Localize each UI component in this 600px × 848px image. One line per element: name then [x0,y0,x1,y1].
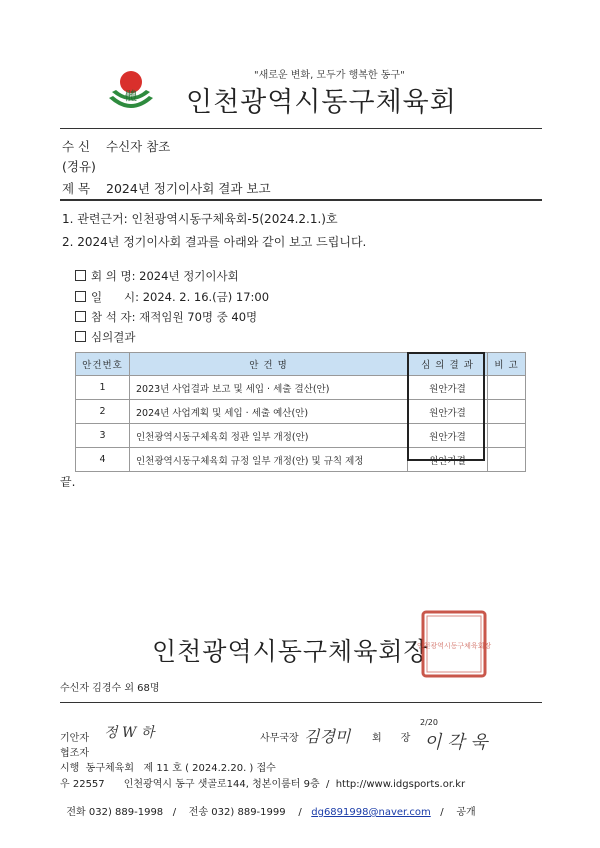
cooperator-label: 협조자 [60,748,89,759]
recipient-row [62,137,170,155]
recipients-list: 수신자 김경수 외 68명 [60,683,160,694]
svg-text:體: 體 [124,89,138,103]
meeting-date-item [75,289,269,305]
recipient-value: 수신자 참조 [106,139,171,154]
header-divider [60,128,542,129]
fax-number: / 전송 032) 889-1999 / [172,807,302,818]
attend-value: 재적임원 70명 중 40명 [139,310,258,324]
chair-signature: 이 각 욱 [424,732,488,753]
official-seal [416,610,492,678]
agenda-name: 인천광역시동구체육회 정관 일부 개정(안) [130,424,408,448]
agenda-number: 3 [76,424,130,448]
phone-number: 전화 032) 889-1998 [66,807,164,818]
disclosure-status: / 공개 [440,807,476,818]
recipient-label: 수 신 [62,139,91,154]
header-agenda-number: 안건번호 [76,353,130,376]
via-row: (경유) [62,159,96,174]
chair-approval-date: 2/20 [420,718,438,727]
slogan: "새로운 변화, 모두가 행복한 동구" [254,70,405,81]
address-line: 우 22557 인천광역시 동구 샛골로144, 청본이룸터 9층 / http://www.idgsports.or.kr [60,779,466,790]
email-link[interactable]: dg6891998@naver.com [311,807,431,818]
enforcement-line: 시행 동구체육회 제 11 호 ( 2024.2.20. ) 접수 [60,763,276,774]
meeting-name-item [75,268,239,284]
agenda-name: 2023년 사업결과 보고 및 세입 · 세출 결산(안) [130,376,408,400]
header-result: 심 의 결 과 [408,353,488,376]
subject-value: 2024년 정기이사회 결과 보고 [106,181,271,196]
agenda-result: 원안가결 [408,448,488,472]
issuer-name: 인천광역시동구체육회장 [152,637,429,666]
agenda-name: 인천광역시동구체육회 규정 일부 개정(안) 및 규칙 제정 [130,448,408,472]
meeting-label: 회 의 명: [91,269,136,283]
checkbox-square-icon [75,311,86,322]
agenda-note [488,376,526,400]
agenda-result: 원안가결 [408,424,488,448]
contact-line [60,792,476,818]
agenda-result: 원안가결 [408,376,488,400]
agenda-note [488,400,526,424]
agenda-note [488,424,526,448]
organization-title: 인천광역시동구체육회 [186,87,457,118]
header-agenda-name: 안 건 명 [130,353,408,376]
end-mark: 끝. [60,475,76,489]
agenda-number: 4 [76,448,130,472]
header-note: 비 고 [488,353,526,376]
footer-divider [60,702,542,703]
chair-label: 회 장 [372,733,411,744]
checkbox-square-icon [75,331,86,342]
checkbox-square-icon [75,291,86,302]
date-value: 2024. 2. 16.(금) 17:00 [142,290,270,304]
drafter-label: 기안자 [60,733,89,744]
checkbox-square-icon [75,270,86,281]
result-column-highlight [407,352,485,461]
agenda-number: 1 [76,376,130,400]
result-heading-item [75,329,135,345]
agenda-result: 원안가결 [408,400,488,424]
attend-label: 참 석 자: [91,310,136,324]
secretary-label: 사무국장 [260,733,299,744]
subject-row [62,179,271,197]
svg-text:인천광역시동구체육회장: 인천광역시동구체육회장 [416,642,492,650]
organization-logo [106,68,156,114]
subject-label: 제 목 [62,181,91,196]
date-label: 일 시: [91,290,140,304]
meeting-value: 2024년 정기이사회 [139,269,239,283]
subject-divider [60,199,542,201]
attendees-item [75,309,257,325]
secretary-signature: 김경미 [304,727,351,746]
agenda-note [488,448,526,472]
result-label: 심의결과 [91,330,136,344]
agenda-number: 2 [76,400,130,424]
body-line-1: 1. 관련근거: 인천광역시동구체육회-5(2024.2.1.)호 [62,212,338,226]
body-line-2: 2. 2024년 정기이사회 결과를 아래와 같이 보고 드립니다. [62,235,367,249]
drafter-signature: 정 W 하 [104,725,155,741]
agenda-name: 2024년 사업계획 및 세입 · 세출 예산(안) [130,400,408,424]
